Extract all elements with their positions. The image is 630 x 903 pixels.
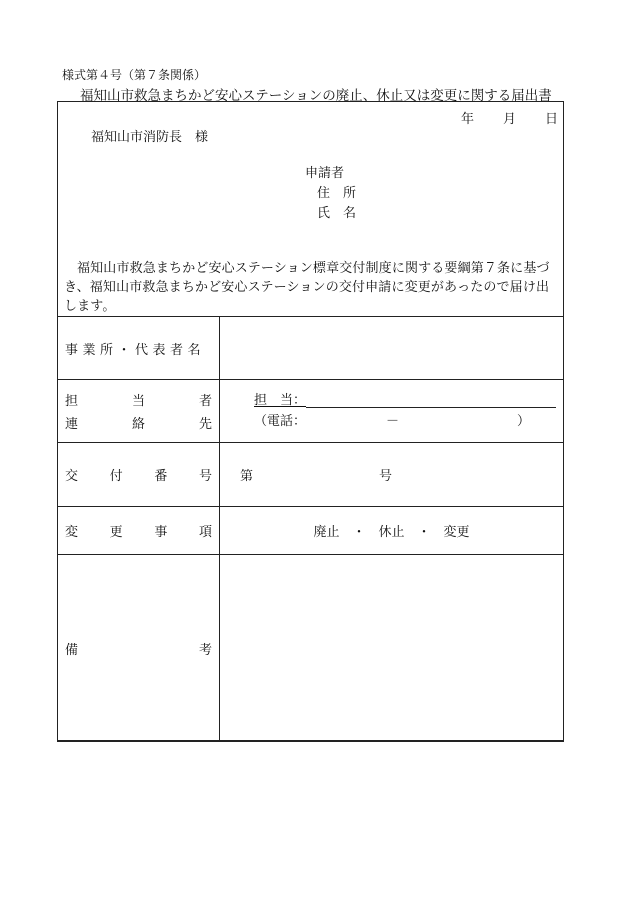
document-title: 福知山市救急まちかど安心ステーションの廃止、休止又は変更に関する届出書 xyxy=(80,88,552,104)
label-char: 事 xyxy=(154,525,168,540)
person-in-charge-field[interactable] xyxy=(306,393,556,408)
contact-value-cell xyxy=(220,380,564,443)
phone-open: （電話： xyxy=(254,413,307,429)
label-char: 項 xyxy=(198,525,212,540)
label-char: 番 xyxy=(154,469,168,484)
contact-row xyxy=(58,380,564,443)
date-month[interactable]: 月 xyxy=(503,112,517,127)
label-char: 更 xyxy=(109,525,123,540)
label-char: 号 xyxy=(198,469,212,484)
applicant-name-label[interactable]: 氏 名 xyxy=(317,206,357,221)
label-char: 備 xyxy=(65,642,79,658)
form-table xyxy=(57,316,564,742)
label-char: 担 xyxy=(65,394,79,409)
form-frame xyxy=(57,101,564,741)
contact-label-top xyxy=(65,390,212,409)
remarks-row xyxy=(58,555,564,742)
contact-label-cell xyxy=(58,380,220,443)
issue-number-prefix: 第 xyxy=(240,469,254,484)
date-year[interactable]: 年 xyxy=(461,112,475,127)
person-in-charge-label: 担 当： xyxy=(254,392,307,408)
office-value-cell[interactable] xyxy=(220,317,564,380)
issue-number-label xyxy=(65,465,212,484)
change-options-cell[interactable] xyxy=(220,507,564,555)
applicant-block xyxy=(305,164,356,224)
label-char: 者 xyxy=(198,394,212,409)
label-char: 考 xyxy=(198,642,212,658)
label-char: 交 xyxy=(65,469,79,484)
change-row xyxy=(58,507,564,555)
change-options[interactable]: 廃止 ・ 休止 ・ 変更 xyxy=(313,525,470,540)
person-in-charge-line[interactable] xyxy=(254,391,563,411)
phone-dash: － xyxy=(386,413,400,429)
office-label-cell xyxy=(58,317,220,380)
applicant-heading: 申請者 xyxy=(305,166,345,181)
phone-line[interactable] xyxy=(254,412,563,432)
remarks-value-cell[interactable] xyxy=(220,555,564,742)
form-number: 様式第４号（第７条関係） xyxy=(62,68,207,82)
label-char: 変 xyxy=(65,525,79,540)
phone-close: ） xyxy=(517,413,531,429)
issue-number-row xyxy=(58,443,564,507)
remarks-label xyxy=(65,639,212,658)
label-char: 先 xyxy=(198,417,212,432)
notification-body-text: 福知山市救急まちかど安心ステーション標章交付制度に関する要綱第７条に基づき、福知山市救急まちかど安心ステーションの交付申請に変更があったので届け出します。 xyxy=(64,261,550,314)
remarks-label-cell xyxy=(58,555,220,742)
change-label xyxy=(65,521,212,540)
addressee: 福知山市消防長 様 xyxy=(91,130,209,145)
issue-number-value-cell[interactable] xyxy=(220,443,564,507)
contact-label-bottom xyxy=(65,413,212,432)
label-char: 連 xyxy=(65,417,79,432)
office-row xyxy=(58,317,564,380)
label-char: 付 xyxy=(109,469,123,484)
issue-number-label-cell xyxy=(58,443,220,507)
label-char: 絡 xyxy=(131,417,145,432)
office-label: 事業所・代表者名 xyxy=(65,342,206,358)
applicant-address-label[interactable]: 住 所 xyxy=(317,186,357,201)
label-char: 当 xyxy=(131,394,145,409)
issue-number-suffix: 号 xyxy=(379,469,393,484)
change-label-cell xyxy=(58,507,220,555)
date-day[interactable]: 日 xyxy=(545,112,559,127)
date-line xyxy=(461,108,557,127)
